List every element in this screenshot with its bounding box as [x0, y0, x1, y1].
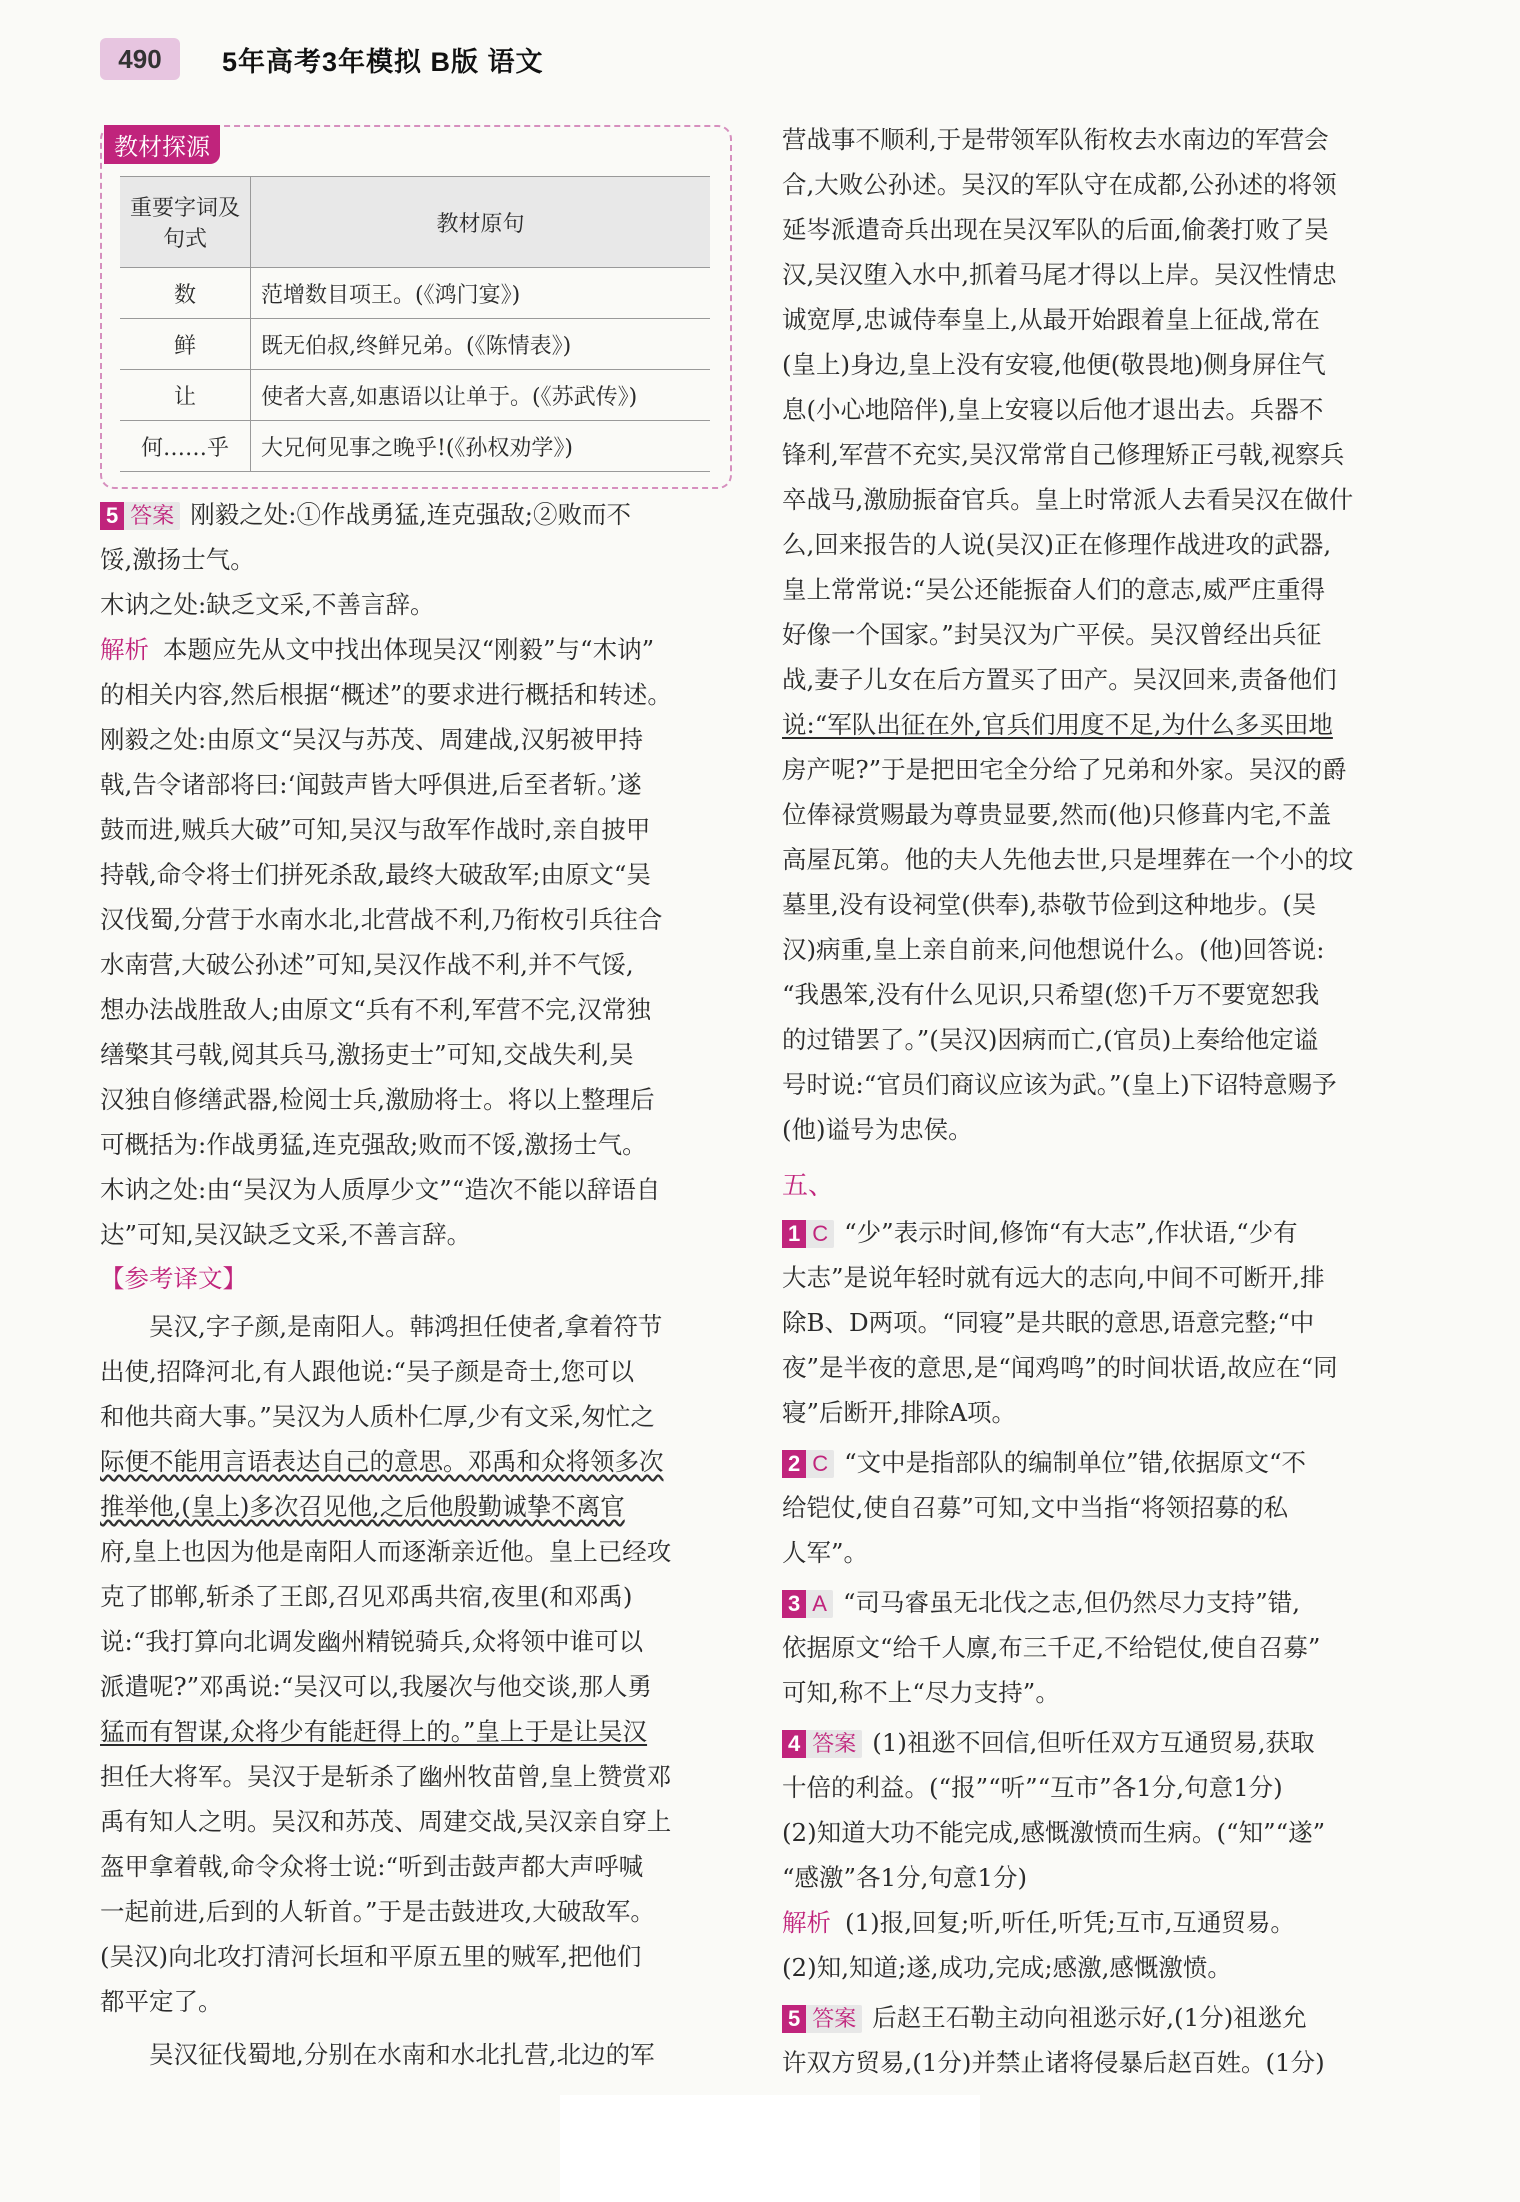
- translation-line: 战,妻子儿女在后方置买了田产。吴汉回来,责备他们: [782, 665, 1337, 694]
- text-line: 达”可知,吴汉缺乏文采,不善言辞。: [100, 1220, 472, 1249]
- source-box-label: 教材探源: [104, 125, 220, 164]
- translation-line: 猛而有智谋,众将少有能赶得上的。”皇上于是让吴汉: [100, 1717, 648, 1746]
- text-line: 十倍的利益。(“报”“听”“互市”各1分,句意1分): [782, 1773, 1283, 1802]
- translation-line: 延岑派遣奇兵出现在吴汉军队的后面,偷袭打败了吴: [782, 215, 1329, 244]
- text-line: 汉伐蜀,分营于水南水北,北营战不利,乃衔枚引兵往合: [100, 905, 663, 934]
- translation-line: 合,大败公孙述。吴汉的军队守在成都,公孙述的将领: [782, 170, 1337, 199]
- translation-line: 府,皇上也因为他是南阳人而逐渐亲近他。皇上已经攻: [100, 1537, 672, 1566]
- translation-line: 际便不能用言语表达自己的意思。邓禹和众将领多次: [100, 1447, 664, 1476]
- question-1-line: 1 C “少”表示时间,修饰“有大志”,作状语,“少有: [782, 1218, 1412, 1248]
- text-line: “感激”各1分,句意1分): [782, 1863, 1028, 1892]
- translation-line: 诚宽厚,忠诚侍奉皇上,从最开始跟着皇上征战,常在: [782, 305, 1320, 334]
- page-number: 490: [100, 38, 180, 80]
- text-line: (2)知,知道;遂,成功,完成;感激,感慨激愤。: [782, 1953, 1232, 1982]
- text-line: 寝”后断开,排除A项。: [782, 1398, 1017, 1427]
- text-line: 大志”是说年轻时就有远大的志向,中间不可断开,排: [782, 1263, 1325, 1292]
- section-heading: 五、: [782, 1170, 835, 1200]
- text-line: 人军”。: [782, 1538, 869, 1567]
- text-line: 许双方贸易,(1分)并禁止诸将侵暴后赵百姓。(1分): [782, 2048, 1325, 2077]
- table-cell-word: 数: [120, 268, 251, 319]
- translation-line: 都平定了。: [100, 1987, 223, 2016]
- question-2-line: 2 C “文中是指部队的编制单位”错,依据原文“不: [782, 1448, 1412, 1478]
- table-header-word: 重要字词及句式: [120, 177, 251, 268]
- text-line: 戟,告令诸部将曰:‘闻鼓声皆大呼俱进,后至者斩。’遂: [100, 770, 642, 799]
- table-cell-word: 让: [120, 370, 251, 421]
- table-cell-sentence: 范增数目项王。(《鸿门宴》): [251, 268, 711, 319]
- translation-line: 墓里,没有设祠堂(供奉),恭敬节俭到这种地步。(吴: [782, 890, 1317, 919]
- translation-line: 吴汉征伐蜀地,分别在水南和水北扎营,北边的军: [149, 2040, 655, 2069]
- translation-line: 营战事不顺利,于是带领军队衔枚去水南边的军营会: [782, 125, 1329, 154]
- jiexi-label: 解析: [100, 637, 149, 664]
- table-header-row: [120, 177, 710, 268]
- translation-line: 说:“军队出征在外,官兵们用度不足,为什么多买田地: [782, 710, 1333, 739]
- text-line: 依据原文“给千人廪,布三千疋,不给铠仗,使自召募”: [782, 1633, 1321, 1662]
- page-footer-blank: [560, 2095, 980, 2202]
- text-line: 缮檠其弓戟,阅其兵马,激扬吏士”可知,交战失利,吴: [100, 1040, 634, 1069]
- text-line: 鼓而进,贼兵大破”可知,吴汉与敌军作战时,亲自披甲: [100, 815, 651, 844]
- table-cell-sentence: 既无伯叔,终鲜兄弟。(《陈情表》): [251, 319, 711, 370]
- question-5-line: 5 答案 后赵王石勒主动向祖逖示好,(1分)祖逖允: [782, 2003, 1412, 2033]
- translation-line: (他)谥号为忠侯。: [782, 1115, 973, 1144]
- translation-line: 的过错罢了。”(吴汉)因病而亡,(官员)上奏给他定谥: [782, 1025, 1319, 1054]
- table-cell-sentence: 使者大喜,如惠语以让单于。(《苏武传》): [251, 370, 711, 421]
- table-cell-sentence: 大兄何见事之晚乎!(《孙权劝学》): [251, 421, 711, 472]
- text-line: 木讷之处:缺乏文采,不善言辞。: [100, 590, 435, 619]
- text-line: 汉独自修缮武器,检阅士兵,激励将士。将以上整理后: [100, 1085, 655, 1114]
- translation-line: 禹有知人之明。吴汉和苏茂、周建交战,吴汉亲自穿上: [100, 1807, 672, 1836]
- question-4-tag: 4 答案: [782, 1730, 862, 1758]
- text-line: 水南营,大破公孙述”可知,吴汉作战不利,并不气馁,: [100, 950, 634, 979]
- translation-line: 担任大将军。吴汉于是斩杀了幽州牧苗曾,皇上赞赏邓: [100, 1762, 672, 1791]
- text-line: 刚毅之处:由原文“吴汉与苏茂、周建战,汉躬被甲持: [100, 725, 644, 754]
- text-line: 想办法战胜敌人;由原文“兵有不利,军营不完,汉常独: [100, 995, 651, 1024]
- translation-line: 推举他,(皇上)多次召见他,之后他殷勤诚挚不离官: [100, 1492, 625, 1521]
- table-cell-word: 何……乎: [120, 421, 251, 472]
- text-line: 给铠仗,使自召募”可知,文中当指“将领招募的私: [782, 1493, 1289, 1522]
- translation-line: 么,回来报告的人说(吴汉)正在修理作战进攻的武器,: [782, 530, 1332, 559]
- translation-line: 房产呢?”于是把田宅全分给了兄弟和外家。吴汉的爵: [782, 755, 1347, 784]
- text-line: (2)知道大功不能完成,感慨激愤而生病。(“知”“遂”: [782, 1818, 1326, 1847]
- text-line: 的相关内容,然后根据“概述”的要求进行概括和转述。: [100, 680, 672, 709]
- translation-line: 息(小心地陪伴),皇上安寝以后他才退出去。兵器不: [782, 395, 1324, 424]
- translation-line: 卒战马,激励振奋官兵。皇上时常派人去看吴汉在做什: [782, 485, 1354, 514]
- table-header-sentence: 教材原句: [251, 177, 711, 268]
- text-line: 可知,称不上“尽力支持”。: [782, 1678, 1060, 1707]
- table-row: [120, 370, 710, 421]
- table-row: [120, 319, 710, 370]
- answer-5-line: 5 答案 刚毅之处:①作战勇猛,连克强敌;②败而不: [100, 500, 730, 530]
- translation-line: 皇上常常说:“吴公还能振奋人们的意志,威严庄重得: [782, 575, 1326, 604]
- jiexi-line: 解析 (1)报,回复;听,听任,听凭;互市,互通贸易。: [782, 1908, 1295, 1937]
- text-line: 馁,激扬士气。: [100, 545, 255, 574]
- question-4-line: 4 答案 (1)祖逖不回信,但听任双方互通贸易,获取: [782, 1728, 1412, 1758]
- answer-5-tag: 5 答案: [100, 502, 180, 530]
- translation-line: 说:“我打算向北调发幽州精锐骑兵,众将领中谁可以: [100, 1627, 644, 1656]
- translation-line: 汉,吴汉堕入水中,抓着马尾才得以上岸。吴汉性情忠: [782, 260, 1337, 289]
- question-3-tag: 3 A: [782, 1590, 833, 1618]
- translation-line: 派遣呢?”邓禹说:“吴汉可以,我屡次与他交谈,那人勇: [100, 1672, 653, 1701]
- translation-line: 盔甲拿着戟,命令众将士说:“听到击鼓声都大声呼喊: [100, 1852, 644, 1881]
- book-title: 5年高考3年模拟 B版 语文: [222, 47, 544, 77]
- translation-line: 克了邯郸,斩杀了王郎,召见邓禹共宿,夜里(和邓禹): [100, 1582, 633, 1611]
- text-line: 可概括为:作战勇猛,连克强敌;败而不馁,激扬士气。: [100, 1130, 647, 1159]
- translation-line: (吴汉)向北攻打清河长垣和平原五里的贼军,把他们: [100, 1942, 642, 1971]
- question-5-tag: 5 答案: [782, 2005, 862, 2033]
- text-line: 除B、D两项。“同寝”是共眠的意思,语意完整;“中: [782, 1308, 1315, 1337]
- source-table: [120, 176, 710, 472]
- translation-line: 好像一个国家。”封吴汉为广平侯。吴汉曾经出兵征: [782, 620, 1322, 649]
- translation-line: 号时说:“官员们商议应该为武。”(皇上)下诏特意赐予: [782, 1070, 1337, 1099]
- translation-line: “我愚笨,没有什么见识,只希望(您)千万不要宽恕我: [782, 980, 1320, 1009]
- translation-line: 吴汉,字子颜,是南阳人。韩鸿担任使者,拿着符节: [149, 1312, 663, 1341]
- table-row: [120, 268, 710, 319]
- translation-line: (皇上)身边,皇上没有安寝,他便(敬畏地)侧身屏住气: [782, 350, 1326, 379]
- page-header: [0, 0, 1520, 100]
- question-2-tag: 2 C: [782, 1450, 834, 1478]
- translation-line: 高屋瓦第。他的夫人先他去世,只是埋葬在一个小的坟: [782, 845, 1354, 874]
- translation-line: 锋利,军营不充实,吴汉常常自己修理矫正弓戟,视察兵: [782, 440, 1345, 469]
- jiexi-line: 解析 本题应先从文中找出体现吴汉“刚毅”与“木讷”: [100, 635, 655, 664]
- table-cell-word: 鲜: [120, 319, 251, 370]
- text-line: 持戟,命令将士们拼死杀敌,最终大破敌军;由原文“吴: [100, 860, 651, 889]
- jiexi-label: 解析: [782, 1910, 831, 1937]
- table-row: [120, 421, 710, 472]
- translation-line: 和他共商大事。”吴汉为人质朴仁厚,少有文采,匆忙之: [100, 1402, 655, 1431]
- text-line: 夜”是半夜的意思,是“闻鸡鸣”的时间状语,故应在“同: [782, 1353, 1338, 1382]
- question-1-tag: 1 C: [782, 1220, 834, 1248]
- text-line: 木讷之处:由“吴汉为人质厚少文”“造次不能以辞语自: [100, 1175, 661, 1204]
- translation-line: 位俸禄赏赐最为尊贵显要,然而(他)只修葺内宅,不盖: [782, 800, 1332, 829]
- translation-line: 出使,招降河北,有人跟他说:“吴子颜是奇士,您可以: [100, 1357, 635, 1386]
- translation-line: 汉)病重,皇上亲自前来,问他想说什么。(他)回答说:: [782, 935, 1325, 964]
- translation-line: 一起前进,后到的人斩首。”于是击鼓进攻,大破敌军。: [100, 1897, 655, 1926]
- question-3-line: 3 A “司马睿虽无北伐之志,但仍然尽力支持”错,: [782, 1588, 1412, 1618]
- reference-translation-label: 【参考译文】: [100, 1266, 247, 1293]
